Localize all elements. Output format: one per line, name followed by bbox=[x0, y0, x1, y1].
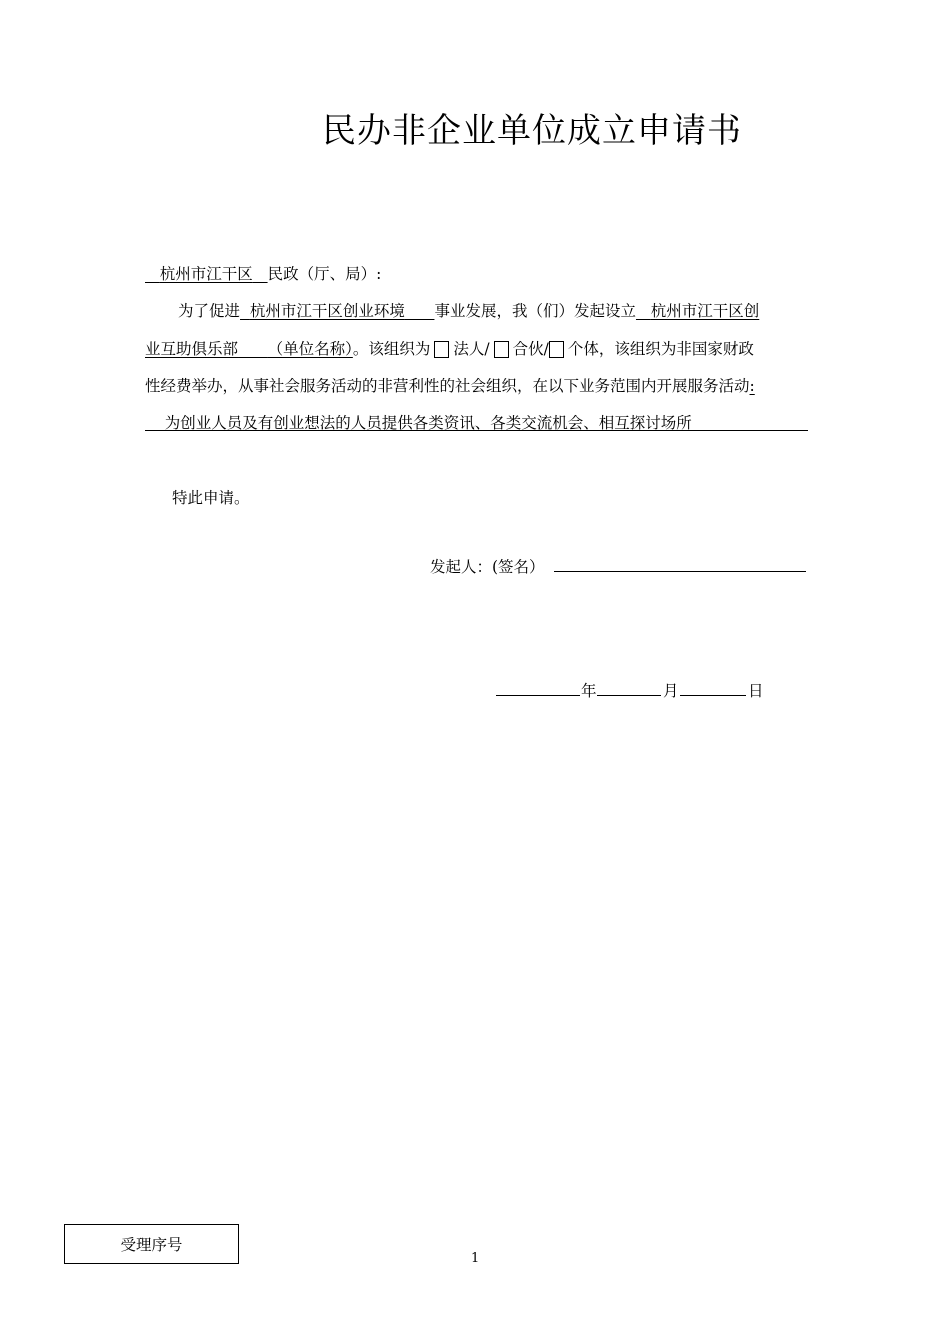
business-scope-field bbox=[145, 411, 808, 431]
receipt-number-box bbox=[64, 1224, 239, 1264]
option-partner-label: 合伙/ bbox=[512, 340, 549, 358]
line3-end: : bbox=[749, 377, 755, 395]
day-label: 日 bbox=[748, 682, 764, 700]
legal-person-checkbox[interactable] bbox=[434, 341, 449, 358]
page-number: 1 bbox=[471, 1251, 480, 1266]
unit-name-label: （单位名称） bbox=[267, 340, 353, 358]
paragraph-lead: 为了促进 bbox=[178, 302, 241, 320]
org-name-field-part2: 业互助俱乐部 （单位名称） bbox=[145, 340, 353, 358]
signature-line[interactable] bbox=[554, 571, 806, 572]
individual-checkbox[interactable] bbox=[549, 341, 564, 358]
year-line[interactable] bbox=[496, 695, 580, 696]
receipt-number-label: 受理序号 bbox=[120, 1236, 183, 1254]
org-name-field-part1: 杭州市江干区创 bbox=[650, 302, 760, 320]
paragraph-line-1 bbox=[178, 299, 759, 321]
option-legal-label: 法人/ bbox=[453, 340, 490, 358]
addressee-suffix: 民政（厅、局）: bbox=[267, 265, 382, 283]
paragraph-line-3: 性经费举办，从事社会服务活动的非营利性的社会组织，在以下业务范围内开展服务活动: bbox=[145, 377, 755, 395]
month-label: 月 bbox=[663, 682, 679, 700]
closing-text: 特此申请。 bbox=[172, 489, 250, 507]
initiator-label: 发起人：(签名） bbox=[430, 558, 545, 576]
org-type-lead: 。该组织为 bbox=[352, 340, 431, 358]
cause-field: 杭州市江干区创业环境 bbox=[249, 302, 405, 320]
document-title: 民办非企业单位成立申请书 bbox=[322, 111, 742, 151]
partnership-checkbox[interactable] bbox=[494, 341, 509, 358]
year-label: 年 bbox=[581, 682, 597, 700]
addressee-district: 杭州市江干区 bbox=[159, 265, 253, 283]
paragraph-mid: 事业发展，我（们）发起设立 bbox=[434, 302, 636, 320]
option-individual-label: 个体，该组织为非国家财政 bbox=[567, 340, 754, 358]
business-scope-text: 为创业人员及有创业想法的人员提供各类资讯、各类交流机会、相互探讨场所 bbox=[164, 414, 692, 432]
month-line[interactable] bbox=[597, 695, 661, 696]
paragraph-line-2 bbox=[145, 337, 754, 359]
day-line[interactable] bbox=[680, 695, 746, 696]
addressee-line bbox=[145, 262, 381, 284]
